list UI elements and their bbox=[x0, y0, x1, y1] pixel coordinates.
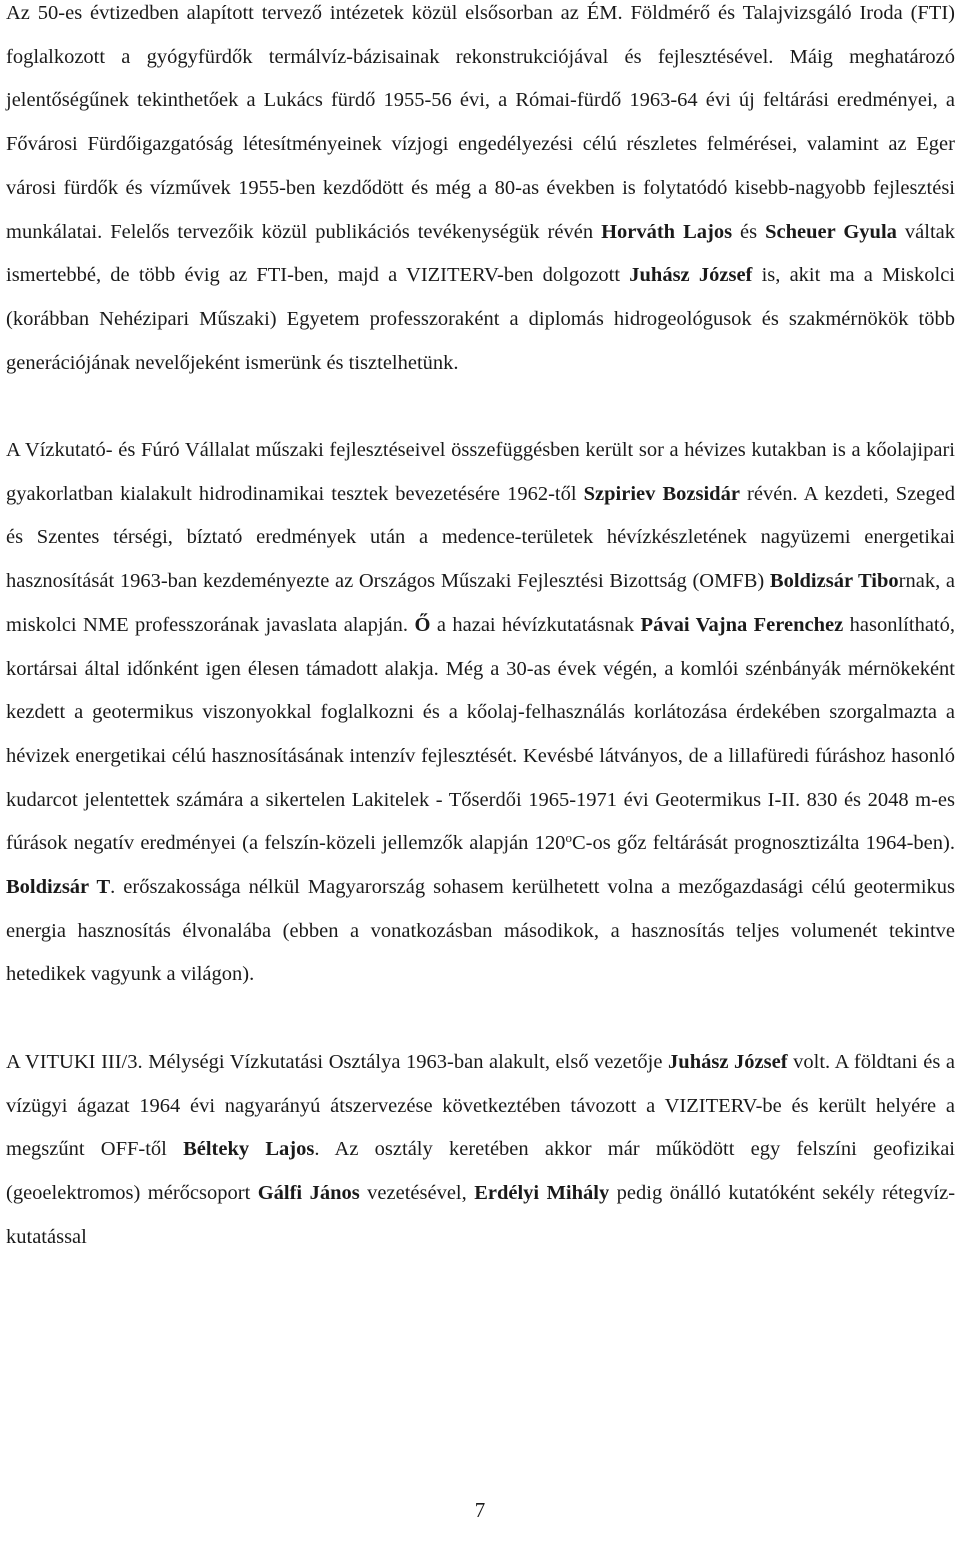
bold-name: Juhász József bbox=[668, 1050, 788, 1073]
text-run: Az 50-es évtizedben alapított tervező intézetek közül elsősorban az ÉM. Földmérő és Talajvizsgáló Iroda (FTI) foglalkozott a gyógyfürdők termálvíz-bázisainak rekonstrukciójával és fejlesztésével. Máig meghatározó jelentőségűnek tekinthetőek a Lukács fürdő 1955-56 évi, a Római-fürdő 1963-64 évi új feltárási eredményei, a Fővárosi Fürdőigazgatóság létesítményeinek vízjogi engedélyezési célú részletes felmérései, valamint az Eger városi fürdők és vízművek 1955-ben kezdődött és még a 80-as években is folytatódó kisebb-nagyobb fejlesztési munkálatai. Felelős tervezőik közül publikációs tevékenységük révén bbox=[6, 2, 955, 243]
bold-name: Boldizsár T bbox=[6, 876, 111, 899]
bold-name: Horváth Lajos bbox=[601, 220, 733, 243]
bold-name: Erdélyi Mihály bbox=[474, 1181, 610, 1204]
bold-name: Juhász József bbox=[629, 264, 753, 287]
bold-name: Ő bbox=[414, 613, 431, 636]
paragraph-vituki-history bbox=[6, 1041, 955, 1260]
paragraph-vizkutato-history bbox=[6, 429, 955, 997]
page-number: 7 bbox=[474, 1498, 486, 1522]
paragraph-gap bbox=[6, 385, 955, 429]
bold-name: Scheuer Gyula bbox=[765, 220, 897, 243]
paragraph-gap bbox=[6, 997, 955, 1041]
document-page bbox=[6, 0, 955, 1259]
text-run: révén. A kezdeti, Szeged és Szentes térségi, bíztató eredmények után a medence-területek hévízkészletének nagyüzemi energetikai hasznosítását 1963-ban kezdeményezte az Országos Műszaki Fejlesztési Bizottság (OMFB) bbox=[6, 482, 955, 593]
text-run: is, akit ma a Miskolci (korábban Nehézipari Műszaki) Egyetem professzoraként a diplomás hidrogeológusok és szakmérnökök több generációjának nevelőjeként ismerünk és tisztelhetünk. bbox=[6, 264, 955, 374]
text-run: . erőszakossága nélkül Magyarország sohasem kerülhetett volna a mezőgazdasági célú geotermikus energia hasznosítás élvonalába (ebben a vonatkozásban másodikok, a hasznosítás teljes volumenét tekintve hetedikek vagyunk a világon). bbox=[6, 876, 956, 986]
text-run: vezetésével, bbox=[359, 1181, 475, 1204]
text-run: váltak ismertebbé, de több évig az FTI-ben, majd a VIZITERV-ben dolgozott bbox=[6, 220, 956, 287]
bold-name: Bélteky Lajos bbox=[183, 1138, 315, 1161]
text-run: volt. A földtani és a vízügyi ágazat 1964 évi nagyarányú átszervezése következtében távozott a VIZITERV-be és került helyére a megszűnt OFF-től bbox=[6, 1050, 956, 1161]
superscript: o bbox=[565, 830, 572, 846]
text-run: és bbox=[732, 220, 766, 243]
bold-name: Pávai Vajna Ferenchez bbox=[640, 613, 844, 636]
text-run: rnak, a miskolci NME professzorának javaslata alapján. bbox=[6, 570, 955, 636]
bold-name: Gálfi János bbox=[257, 1181, 360, 1204]
bold-name: Szpiriev Bozsidár bbox=[583, 482, 740, 505]
text-run: A Vízkutató- és Fúró Vállalat műszaki fejlesztéseivel összefüggésben került sor a hévizes kutakban is a kőolajipari gyakorlatban kialakult hidrodinamikai tesztek bevezetésére 1962-től bbox=[6, 439, 955, 505]
text-run: A VITUKI III/3. Mélységi Vízkutatási Osztálya 1963-ban alakult, első vezetője bbox=[6, 1050, 669, 1073]
text-run: hasonlítható, kortársai által időnként igen élesen támadott alakja. Még a 30-as évek végén, a komlói szénbányák mérnökeként kezdett a geotermikus viszonyokkal foglalkozni és a kőolaj-felhasználás korlátozása érdekében szorgalmazta a hévizek energetikai célú hasznosításának intenzív fejlesztését. Kevésbé látványos, de a lillafüredi fúráshoz hasonló kudarcot jelentettek számára a sikertelen Lakitelek - Tőserdői 1965-1971 évi Geotermikus I-II. 830 és 2048 m-es fúrások negatív eredményei (a felszín-közeli jellemzők alapján 120 bbox=[6, 613, 955, 855]
text-run: a hazai hévízkutatásnak bbox=[430, 613, 641, 636]
bold-name: Boldizsár Tibo bbox=[769, 570, 899, 593]
paragraph-fti-history bbox=[6, 0, 955, 385]
text-run: . Az osztály keretében akkor már működött egy felszíni geofizikai (geoelektromos) mérőcsoport bbox=[6, 1138, 955, 1204]
text-run: C-os gőz feltárását prognosztizálta 1964-ben). bbox=[571, 832, 955, 855]
text-run: pedig önálló kutatóként sekély rétegvíz-kutatással bbox=[6, 1181, 956, 1248]
